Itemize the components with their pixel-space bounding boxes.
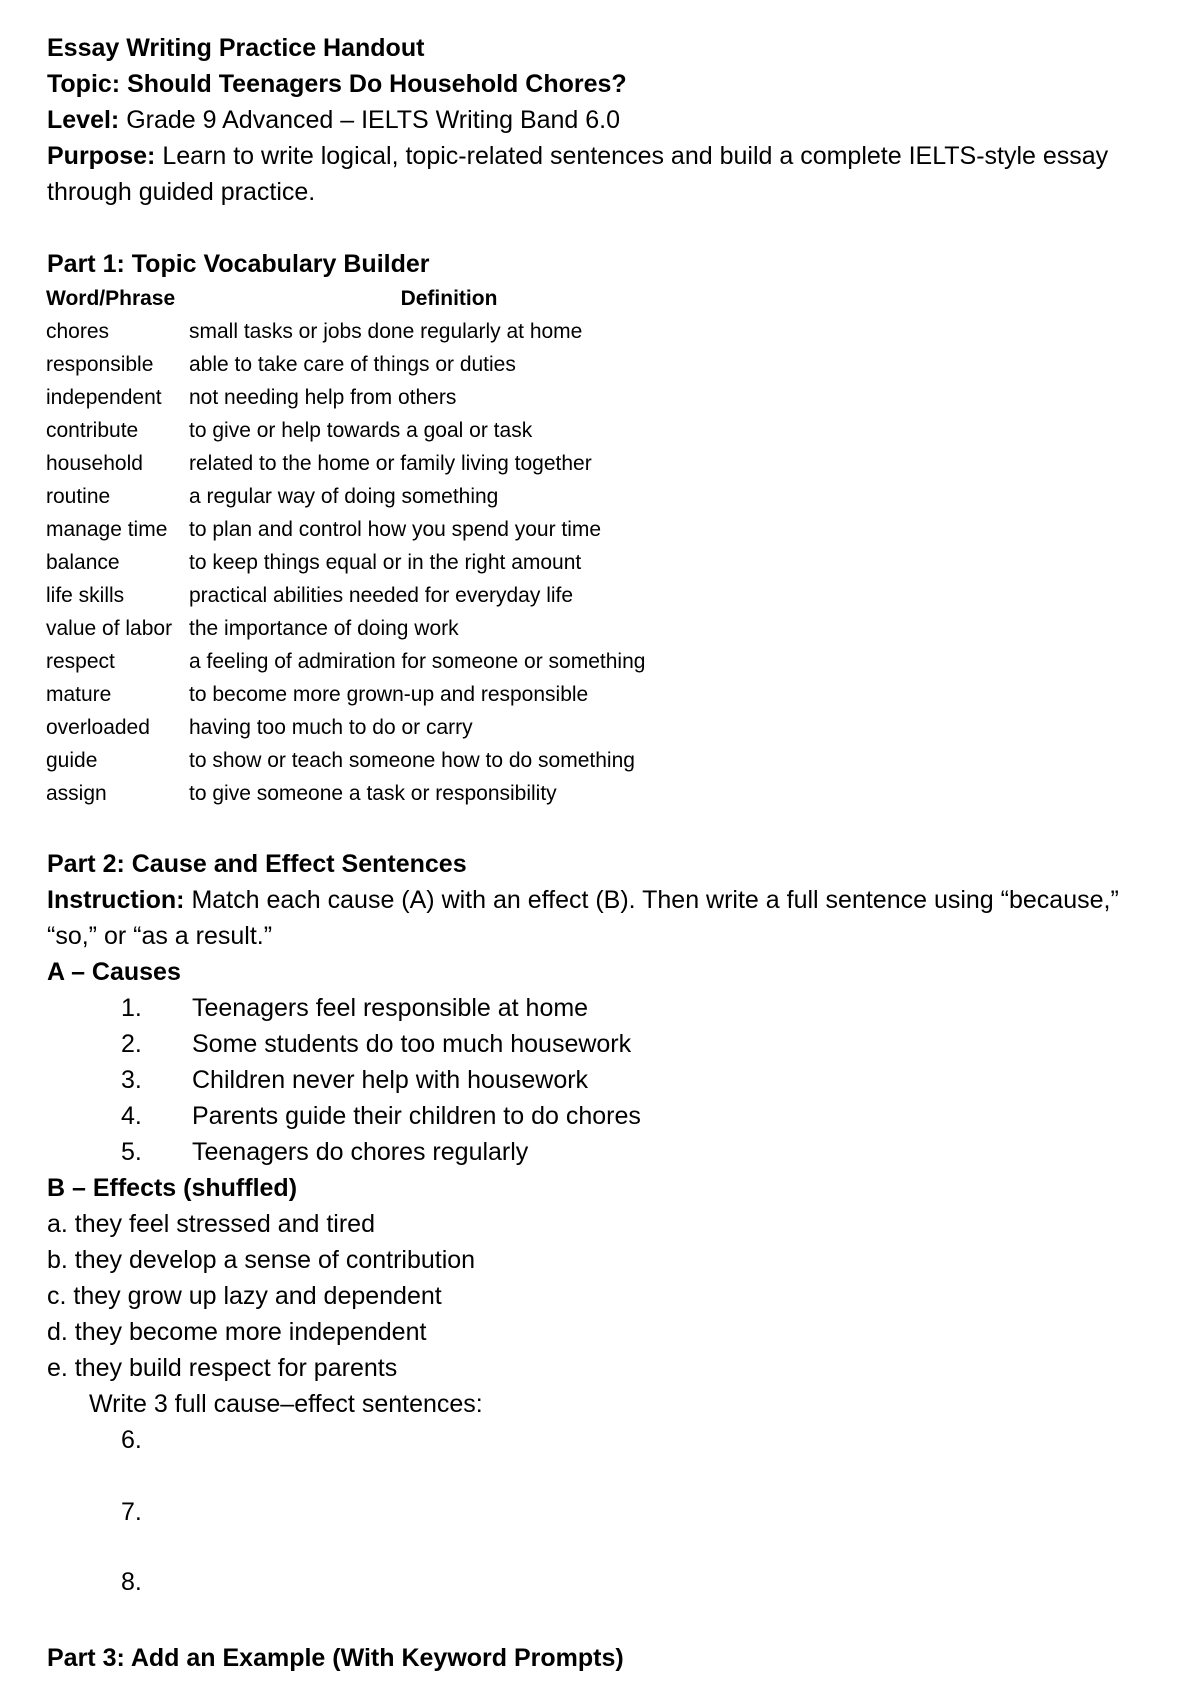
list-item (47, 1098, 1157, 1134)
level-value: Grade 9 Advanced – IELTS Writing Band 6.0 (126, 106, 621, 134)
vocab-definition: to give or help towards a goal or task (189, 419, 533, 442)
spacer (47, 210, 1157, 246)
handout-page (47, 30, 1157, 1676)
table-row (46, 579, 709, 612)
vocab-word: chores (46, 320, 110, 343)
table-row (46, 480, 709, 513)
table-row (46, 381, 709, 414)
list-item (47, 1026, 1157, 1062)
part2-title: Part 2: Cause and Effect Sentences (47, 850, 467, 878)
list-item-number: 3. (121, 1066, 142, 1094)
list-item: a. they feel stressed and tired (47, 1210, 375, 1238)
table-row (46, 645, 709, 678)
vocab-word: contribute (46, 419, 139, 442)
table-row (46, 711, 709, 744)
vocabulary-header-row (46, 282, 709, 315)
vocab-word: overloaded (46, 716, 150, 739)
vocab-definition: the importance of doing work (189, 617, 459, 640)
level-line (47, 102, 1157, 138)
topic-value: Should Teenagers Do Household Chores? (127, 70, 627, 98)
table-row (46, 447, 709, 480)
list-item-text: Teenagers feel responsible at home (192, 994, 589, 1022)
vocab-word: household (46, 452, 143, 475)
spacer (47, 810, 1157, 846)
vocab-word: balance (46, 551, 120, 574)
table-row (46, 348, 709, 381)
list-item-number: 5. (121, 1138, 142, 1166)
list-item-number: 4. (121, 1102, 142, 1130)
definition-column-header: Definition (400, 287, 498, 310)
table-row (46, 678, 709, 711)
vocabulary-table (46, 282, 709, 810)
table-row (46, 513, 709, 546)
vocab-word: responsible (46, 353, 154, 376)
vocab-definition: to keep things equal or in the right amount (189, 551, 582, 574)
list-item (47, 1062, 1157, 1098)
write-prompt: Write 3 full cause–effect sentences: (89, 1390, 483, 1418)
vocab-word: manage time (46, 518, 168, 541)
list-item-text: Some students do too much housework (192, 1030, 632, 1058)
vocab-definition: able to take care of things or duties (189, 353, 516, 376)
answer-slot-6[interactable]: 6. (121, 1426, 142, 1454)
table-row (46, 315, 709, 348)
topic-label: Topic: (47, 70, 121, 98)
level-label: Level: (47, 106, 120, 134)
vocab-word: independent (46, 386, 162, 409)
list-item: c. they grow up lazy and dependent (47, 1282, 442, 1310)
instruction-label: Instruction: (47, 886, 185, 914)
vocab-definition: not needing help from others (189, 386, 457, 409)
list-item-text: Teenagers do chores regularly (192, 1138, 529, 1166)
purpose-label: Purpose: (47, 142, 156, 170)
instruction-line (47, 882, 1157, 954)
handout-title: Essay Writing Practice Handout (47, 34, 425, 62)
vocab-definition: related to the home or family living together (189, 452, 592, 475)
list-item-number: 2. (121, 1030, 142, 1058)
part1-title: Part 1: Topic Vocabulary Builder (47, 250, 430, 278)
vocab-definition: having too much to do or carry (189, 716, 473, 739)
vocab-definition: to become more grown-up and responsible (189, 683, 589, 706)
instruction-value: Match each cause (A) with an effect (B). Then write a full sentence using “because,” “so,” or “as a result.” (47, 886, 1119, 950)
vocab-definition: a regular way of doing something (189, 485, 499, 508)
word-column-header: Word/Phrase (46, 287, 176, 310)
answer-space[interactable] (47, 1530, 1157, 1564)
list-item: e. they build respect for parents (47, 1354, 398, 1382)
effects-title: B – Effects (shuffled) (47, 1174, 298, 1202)
vocab-word: assign (46, 782, 107, 805)
vocab-word: value of labor (46, 617, 173, 640)
table-row (46, 414, 709, 447)
list-item (47, 990, 1157, 1026)
answer-slot-7[interactable]: 7. (121, 1498, 142, 1526)
vocab-definition: to plan and control how you spend your time (189, 518, 602, 541)
list-item-text: Parents guide their children to do chores (192, 1102, 641, 1130)
vocab-definition: to show or teach someone how to do something (189, 749, 635, 772)
causes-title: A – Causes (47, 958, 181, 986)
spacer (47, 1600, 1157, 1640)
topic-line (47, 66, 1157, 102)
vocab-word: respect (46, 650, 115, 673)
vocab-word: routine (46, 485, 111, 508)
answer-slot-8[interactable]: 8. (121, 1568, 142, 1596)
vocab-word: life skills (46, 584, 125, 607)
vocab-definition: practical abilities needed for everyday life (189, 584, 574, 607)
vocab-word: mature (46, 683, 112, 706)
vocab-definition: a feeling of admiration for someone or something (189, 650, 646, 673)
vocab-definition: small tasks or jobs done regularly at home (189, 320, 583, 343)
list-item: d. they become more independent (47, 1318, 427, 1346)
purpose-value: Learn to write logical, topic-related sentences and build a complete IELTS-style essay through guided practice. (47, 142, 1109, 206)
list-item-number: 1. (121, 994, 142, 1022)
vocab-definition: to give someone a task or responsibility (189, 782, 557, 805)
table-row (46, 546, 709, 579)
vocab-word: guide (46, 749, 98, 772)
answer-space[interactable] (47, 1458, 1157, 1494)
causes-list (47, 990, 1157, 1170)
table-row (46, 777, 709, 810)
part3-title: Part 3: Add an Example (With Keyword Prompts) (47, 1644, 624, 1672)
purpose-line (47, 138, 1157, 210)
list-item (47, 1134, 1157, 1170)
list-item-text: Children never help with housework (192, 1066, 589, 1094)
table-row (46, 744, 709, 777)
list-item: b. they develop a sense of contribution (47, 1246, 476, 1274)
effects-list (47, 1206, 1157, 1386)
table-row (46, 612, 709, 645)
